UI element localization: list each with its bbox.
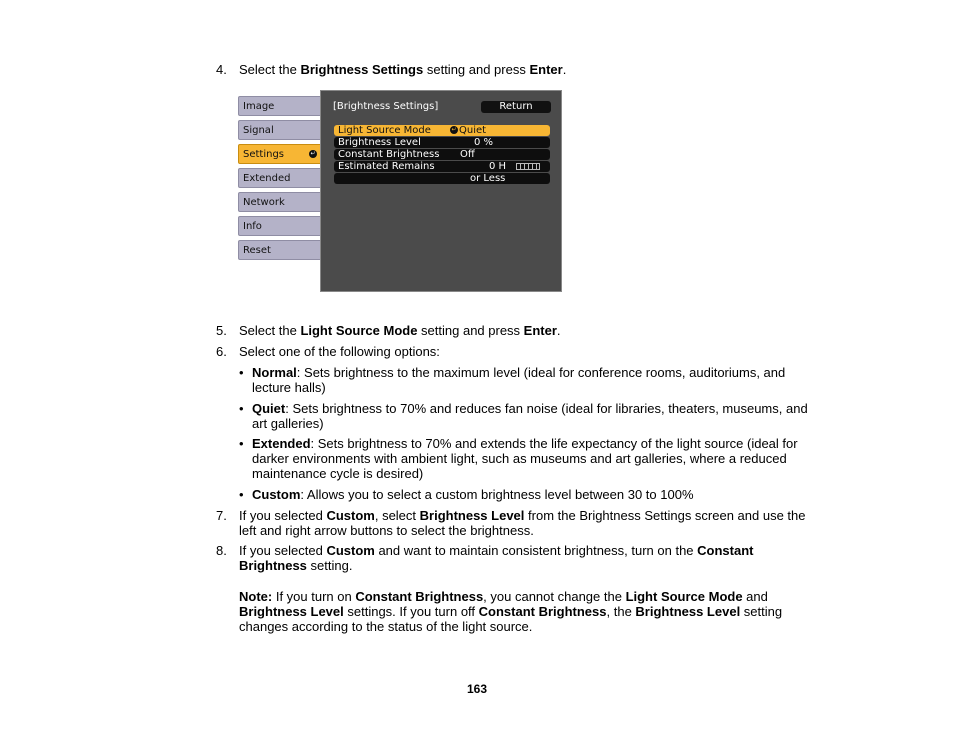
row-value: 0 % xyxy=(474,137,494,148)
menu-item-extended[interactable]: Extended xyxy=(238,168,322,188)
step-text: If you selected Custom, select Brightness Level from the Brightness Settings screen and use the left and right arrow buttons to select the brightness. xyxy=(239,508,806,538)
page-number: 163 xyxy=(466,682,488,696)
step-text: Select one of the following options: xyxy=(239,344,440,359)
panel-title: [Brightness Settings] xyxy=(333,101,439,112)
return-button[interactable]: Return xyxy=(481,101,551,113)
menu-item-network[interactable]: Network xyxy=(238,192,322,212)
menu-item-info[interactable]: Info xyxy=(238,216,322,236)
row-label: Light Source Mode xyxy=(338,125,431,136)
menu-item-signal[interactable]: Signal xyxy=(238,120,322,140)
bullet-icon: • xyxy=(239,365,244,380)
option-text: Quiet: Sets brightness to 70% and reduces fan noise (ideal for libraries, theaters, museums, and art galleries) xyxy=(252,401,808,431)
bullet-icon: • xyxy=(239,436,244,451)
menu-item-reset[interactable]: Reset xyxy=(238,240,322,260)
row-estimated-remains-cont xyxy=(334,173,550,184)
remains-gauge xyxy=(516,163,540,170)
step-text: Select the Brightness Settings setting and press Enter. xyxy=(239,62,567,77)
bullet-icon: • xyxy=(239,401,244,416)
row-label: Estimated Remains xyxy=(338,161,435,172)
row-label: Brightness Level xyxy=(338,137,421,148)
option-text: Normal: Sets brightness to the maximum level (ideal for conference rooms, auditoriums, and lecture halls) xyxy=(252,365,786,395)
menu-item-image[interactable]: Image xyxy=(238,96,322,116)
row-value: ↵ Quiet xyxy=(451,125,487,136)
enter-icon: ↵ xyxy=(310,150,316,157)
row-value: 0 H xyxy=(489,161,507,172)
step-number: 5. xyxy=(216,323,227,338)
option-text: Custom: Allows you to select a custom brightness level between 30 to 100% xyxy=(252,487,694,502)
row-value: Off xyxy=(460,149,475,160)
bullet-icon: • xyxy=(239,487,244,502)
row-label: Constant Brightness xyxy=(338,149,440,160)
step-text: If you selected Custom and want to maintain consistent brightness, turn on the Constant Brightness setting. xyxy=(239,543,754,573)
row-value: or Less xyxy=(470,173,506,184)
step-number: 7. xyxy=(216,508,227,523)
brightness-settings-panel xyxy=(320,90,562,292)
step-text: Select the Light Source Mode setting and press Enter. xyxy=(239,323,561,338)
step-number: 8. xyxy=(216,543,227,558)
row-estimated-remains xyxy=(334,161,550,172)
option-text: Extended: Sets brightness to 70% and extends the life expectancy of the light source (ideal for darker environments with ambient light, such as museums and art galleries, where a reduced maintenance cycle is desired) xyxy=(252,436,798,481)
row-light-source-mode[interactable] xyxy=(334,125,550,136)
enter-icon: ↵ xyxy=(451,126,457,133)
step-number: 6. xyxy=(216,344,227,359)
note-paragraph: Note: If you turn on Constant Brightness, you cannot change the Light Source Mode and Brightness Level settings. If you turn off Constant Brightness, the Brightness Level setting changes according to the status of the light source. xyxy=(239,589,783,634)
step-number: 4. xyxy=(216,62,227,77)
row-constant-brightness[interactable] xyxy=(334,149,550,160)
menu-item-settings[interactable]: Settings ↵ xyxy=(238,144,322,164)
projector-menu-screenshot xyxy=(238,90,562,292)
row-brightness-level[interactable] xyxy=(334,137,550,148)
